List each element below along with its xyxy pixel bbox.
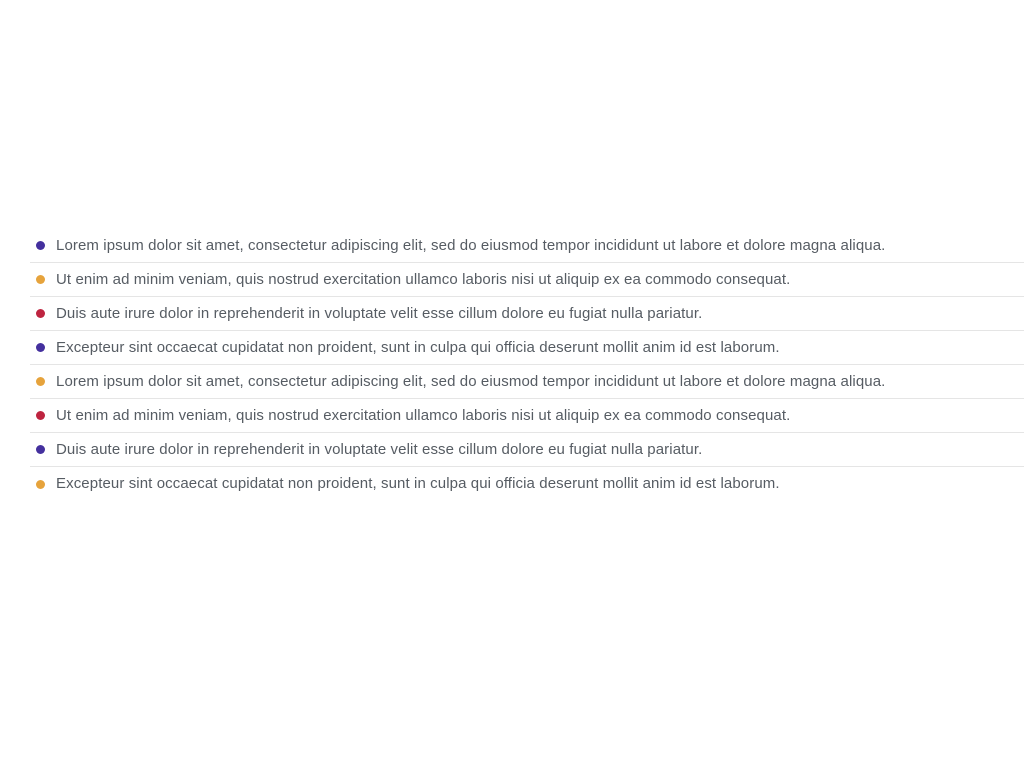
- list-item-text: Lorem ipsum dolor sit amet, consectetur adipiscing elit, sed do eiusmod tempor incididunt ut labore et dolore magna aliqua.: [56, 372, 886, 390]
- list-item: [30, 229, 1024, 263]
- list-item: [30, 263, 1024, 297]
- list-item-text: Ut enim ad minim veniam, quis nostrud exercitation ullamco laboris nisi ut aliquip ex ea commodo consequat.: [56, 270, 791, 288]
- list-item-text: Duis aute irure dolor in reprehenderit in voluptate velit esse cillum dolore eu fugiat nulla pariatur.: [56, 304, 703, 322]
- list-item: [30, 467, 1024, 501]
- list-item-text: Excepteur sint occaecat cupidatat non proident, sunt in culpa qui officia deserunt mollit anim id est laborum.: [56, 475, 780, 492]
- bullet-icon: [36, 343, 45, 352]
- list-item-text: Ut enim ad minim veniam, quis nostrud exercitation ullamco laboris nisi ut aliquip ex ea commodo consequat.: [56, 406, 791, 424]
- list-item: [30, 433, 1024, 467]
- bullet-list: [30, 229, 1024, 501]
- bullet-icon: [36, 309, 45, 318]
- list-item: [30, 297, 1024, 331]
- bullet-icon: [36, 377, 45, 386]
- bullet-icon: [36, 411, 45, 420]
- bullet-icon: [36, 275, 45, 284]
- bullet-icon: [36, 241, 45, 250]
- list-item-text: Excepteur sint occaecat cupidatat non proident, sunt in culpa qui officia deserunt mollit anim id est laborum.: [56, 338, 780, 356]
- bullet-icon: [36, 480, 45, 489]
- list-item-text: Duis aute irure dolor in reprehenderit in voluptate velit esse cillum dolore eu fugiat nulla pariatur.: [56, 440, 703, 458]
- list-item-text: Lorem ipsum dolor sit amet, consectetur adipiscing elit, sed do eiusmod tempor incididunt ut labore et dolore magna aliqua.: [56, 236, 886, 254]
- list-item: [30, 331, 1024, 365]
- list-item: [30, 365, 1024, 399]
- list-item: [30, 399, 1024, 433]
- bullet-icon: [36, 445, 45, 454]
